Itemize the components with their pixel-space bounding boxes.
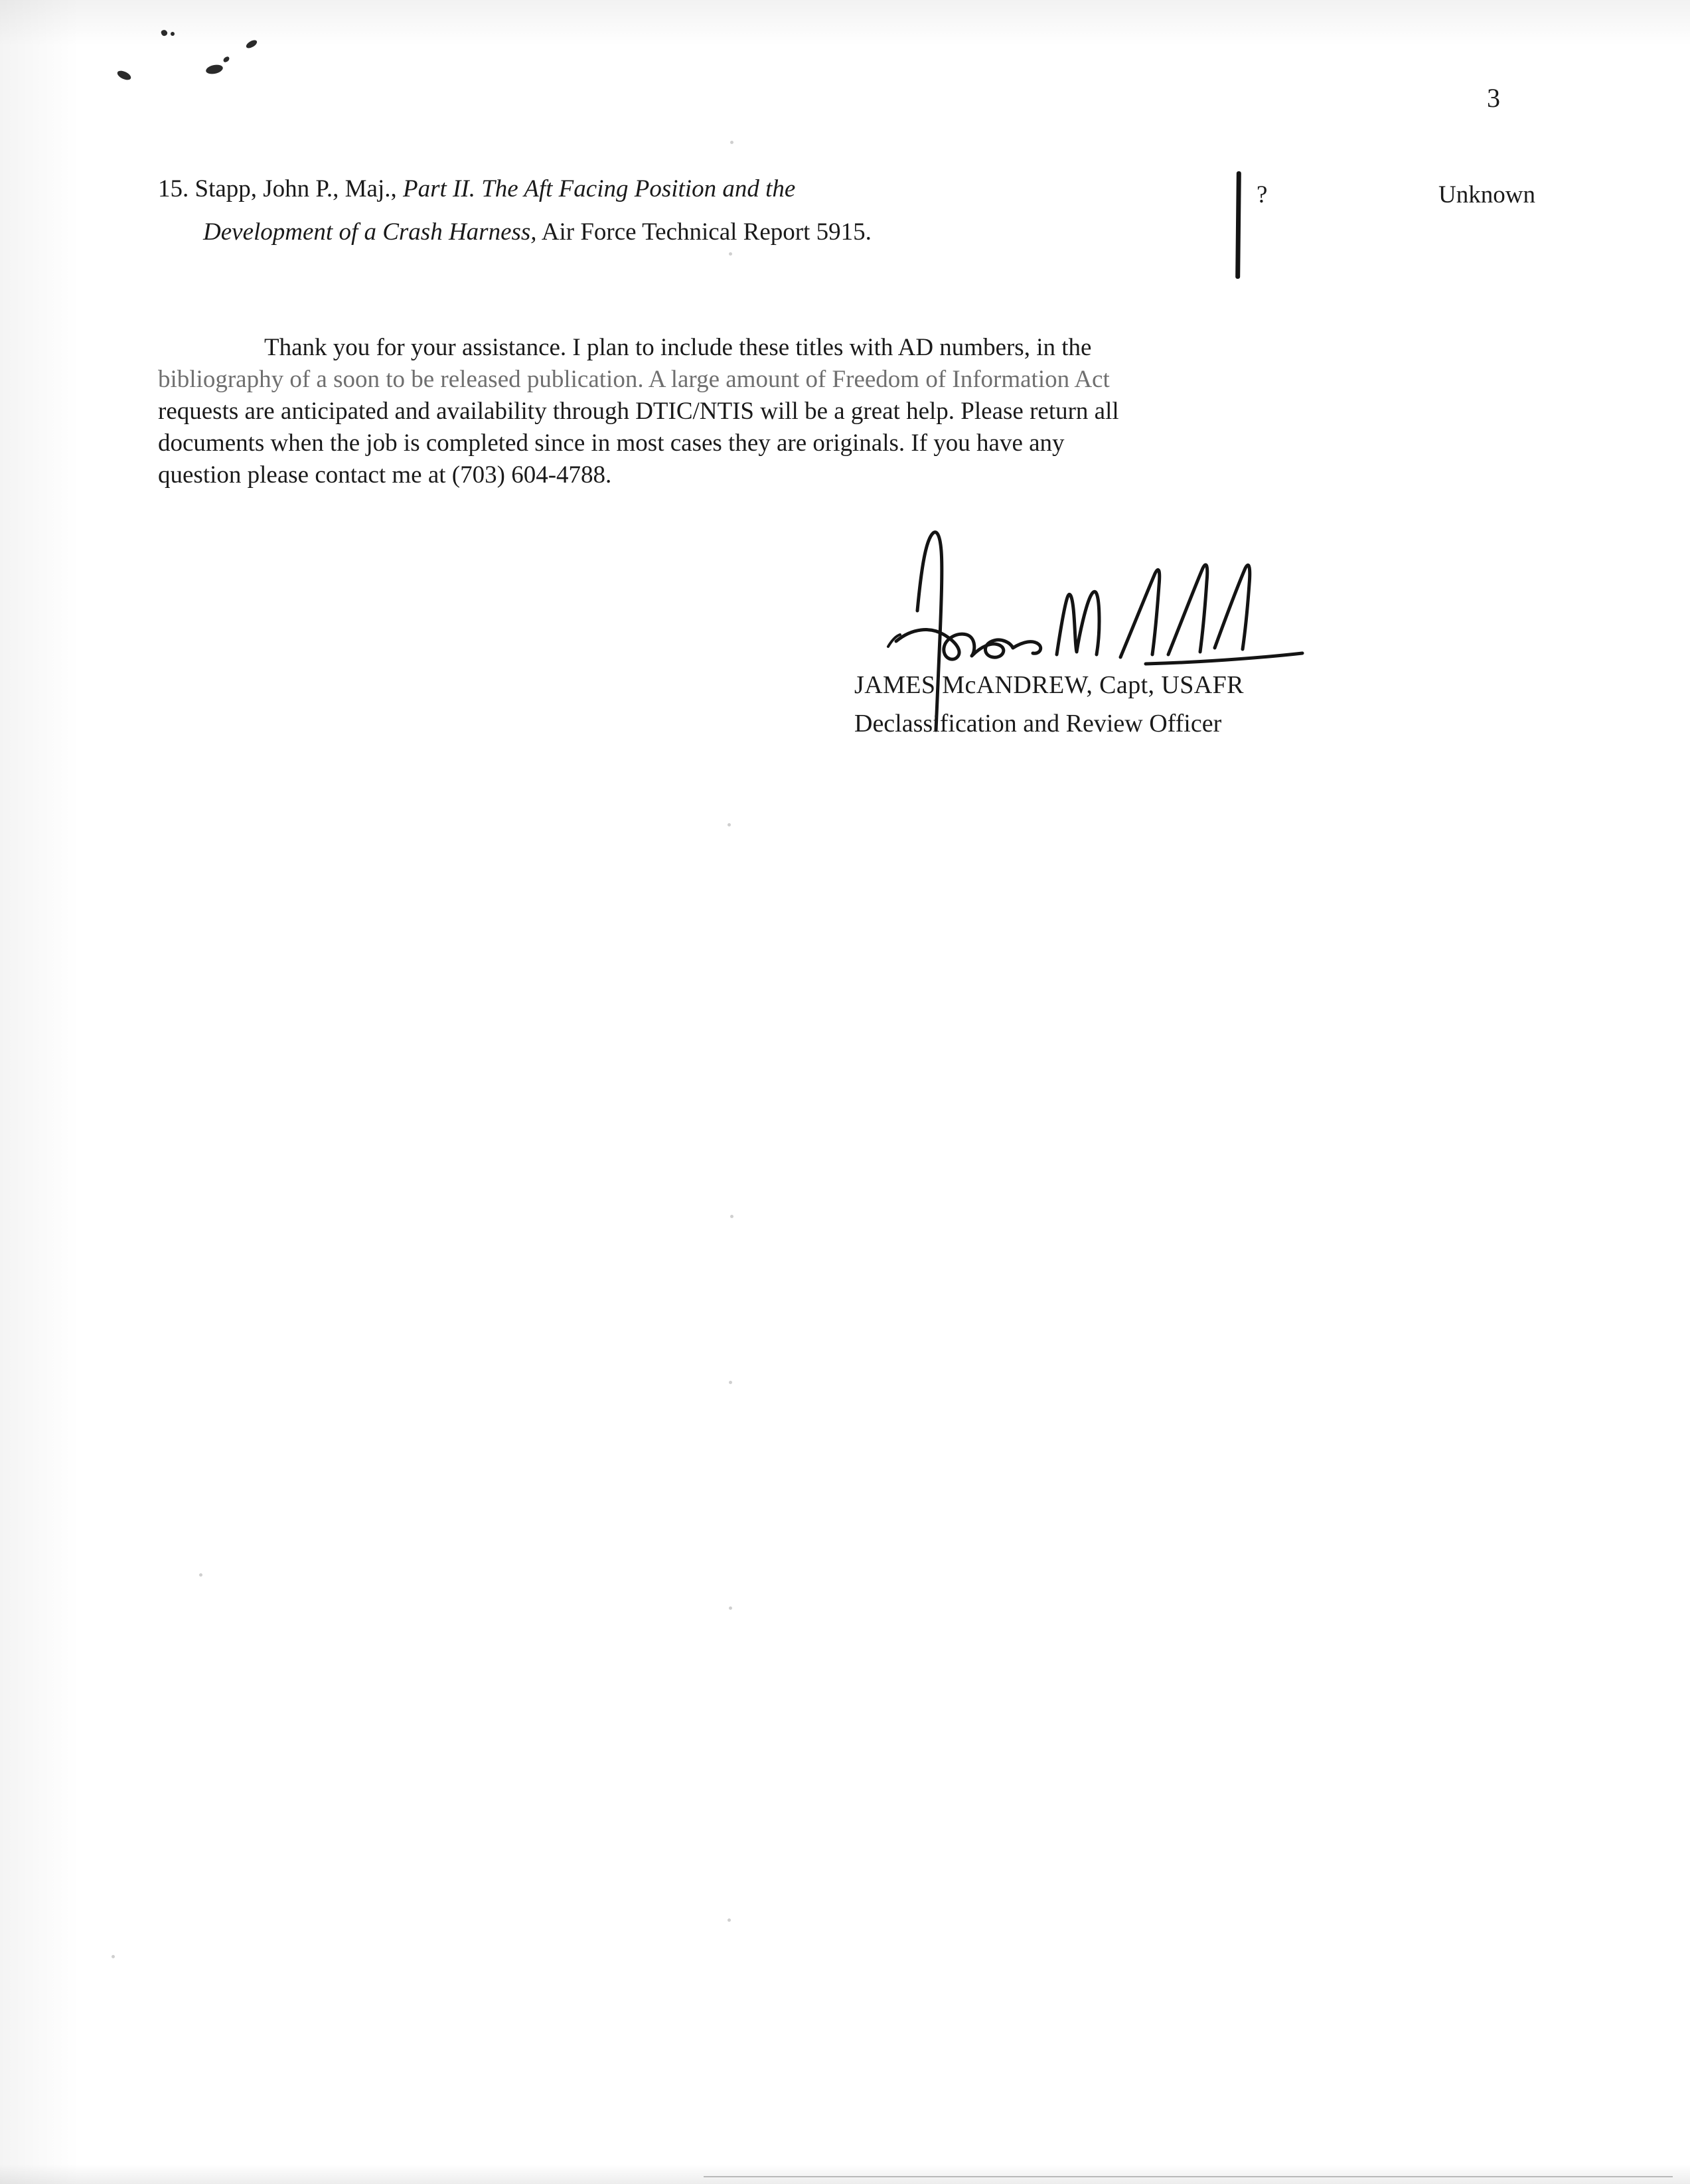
body-paragraph [158, 332, 1499, 491]
citation-line-1 [158, 174, 1140, 205]
signature-ink [883, 505, 1427, 743]
paragraph-line-5: question please contact me at (703) 604-4788. [158, 461, 612, 489]
page-number: 3 [1487, 83, 1500, 113]
citation-entry [158, 174, 1140, 248]
scan-dust-dot [729, 1381, 732, 1384]
scan-dust-dot [729, 252, 732, 256]
paragraph-line-1-text: Thank you for your assistance. I plan to include these titles with AD numbers, in the [264, 334, 1092, 361]
paragraph-line-2: bibliography of a soon to be released publication. A large amount of Freedom of Information Act [158, 366, 1110, 394]
citation-publication: Air Force Technical Report 5915. [541, 218, 872, 246]
handwritten-divider-stroke [1235, 171, 1241, 279]
scan-edge-bottom-shadow [0, 2164, 1690, 2184]
paragraph-line-1 [158, 332, 1499, 364]
citation-title-part-1: Part II. The Aft Facing Position and the [403, 175, 796, 202]
citation-title-part-2: Development of a Crash Harness, [203, 218, 537, 246]
scan-dust-dot [728, 823, 731, 826]
page-bottom-rule [704, 2176, 1673, 2177]
scan-edge-top-shadow [0, 0, 1690, 46]
scan-dust-dot [199, 1573, 202, 1577]
signature-name: JAMES McANDREW, Capt, USAFR [854, 671, 1244, 699]
scan-dust-dot [730, 1215, 733, 1218]
availability-value: Unknown [1438, 181, 1535, 208]
scan-artifact-speck [222, 56, 230, 64]
paragraph-line-3: requests are anticipated and availability through DTIC/NTIS will be a great help. Please return all [158, 398, 1119, 426]
citation-number: 15. [158, 175, 189, 202]
scan-dust-dot [728, 1918, 731, 1922]
scan-dust-dot [729, 1606, 732, 1610]
scan-edge-left-shadow [0, 0, 80, 2184]
scan-artifact-speck [205, 63, 224, 75]
citation-author: Stapp, John P., Maj., [194, 175, 397, 202]
scan-artifact-speck [171, 32, 175, 36]
ad-number-value: ? [1257, 181, 1268, 208]
scan-artifact-speck [245, 39, 258, 50]
scan-dust-dot [730, 141, 733, 144]
scan-dust-dot [112, 1955, 115, 1958]
citation-line-2 [203, 217, 1140, 248]
scan-artifact-speck [161, 29, 169, 37]
scan-artifact-speck [116, 69, 133, 82]
paragraph-line-4: documents when the job is completed since in most cases they are originals. If you have any [158, 429, 1065, 457]
signature-title: Declassification and Review Officer [854, 710, 1222, 738]
